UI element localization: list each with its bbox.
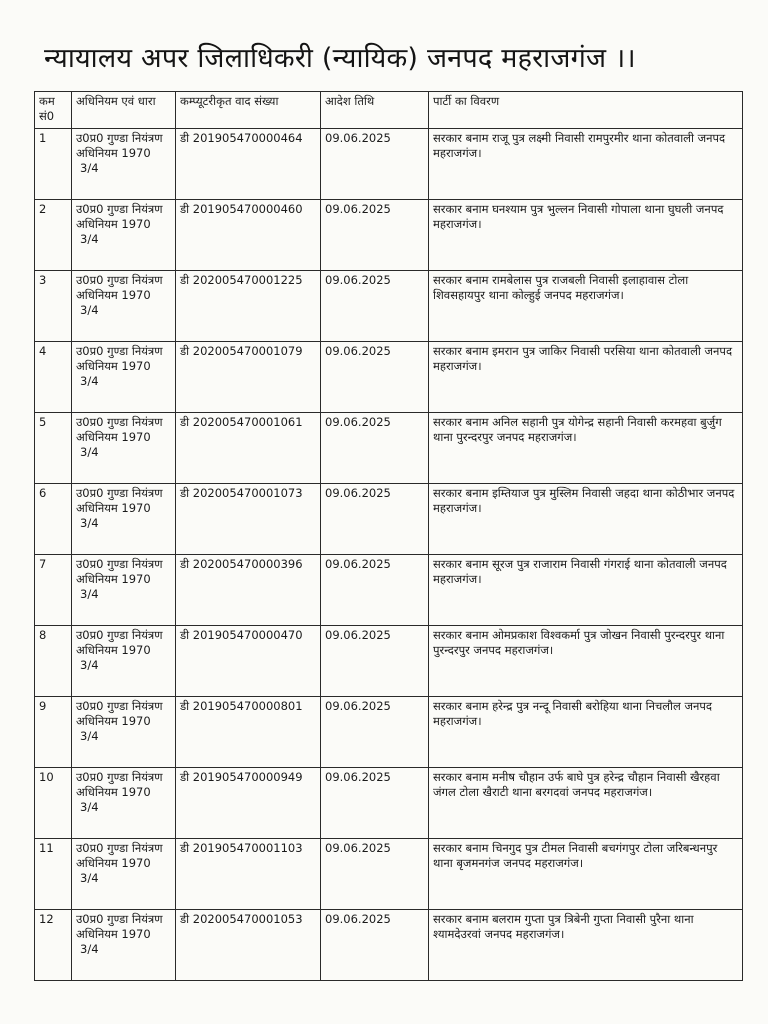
cell-order-date: 09.06.2025 (321, 839, 429, 910)
cell-serial: 5 (35, 413, 72, 484)
cell-case-number: डी 201905470001103 (176, 839, 321, 910)
act-section: 3/4 (80, 871, 99, 885)
cell-order-date: 09.06.2025 (321, 271, 429, 342)
act-name: उ0प्र0 गुण्डा नियंत्रण अधिनियम 1970 (76, 486, 163, 515)
cell-case-number: डी 202005470001073 (176, 484, 321, 555)
cell-act (72, 413, 176, 484)
act-name: उ0प्र0 गुण्डा नियंत्रण अधिनियम 1970 (76, 699, 163, 728)
cell-act (72, 484, 176, 555)
cell-serial: 12 (35, 910, 72, 981)
header-case-number: कम्प्यूटरीकृत वाद संख्या (176, 92, 321, 129)
table-header-row (35, 92, 743, 129)
cell-serial: 3 (35, 271, 72, 342)
cell-act (72, 271, 176, 342)
act-section: 3/4 (80, 161, 99, 175)
table-row (35, 271, 743, 342)
table-row (35, 555, 743, 626)
page-title: न्यायालय अपर जिलाधिकरी (न्यायिक) जनपद महराजगंज ।। (44, 43, 636, 74)
table-row (35, 910, 743, 981)
act-name: उ0प्र0 गुण्डा नियंत्रण अधिनियम 1970 (76, 557, 163, 586)
header-order-date: आदेश तिथि (321, 92, 429, 129)
cell-case-number: डी 202005470001079 (176, 342, 321, 413)
cell-party-details: सरकार बनाम अनिल सहानी पुत्र योगेन्द्र सहानी निवासी करमहवा बुर्जुग थाना पुरन्दरपुर जनपद महराजगंज। (429, 413, 743, 484)
cell-act (72, 839, 176, 910)
cell-serial: 9 (35, 697, 72, 768)
cell-act (72, 129, 176, 200)
table-row (35, 697, 743, 768)
cell-order-date: 09.06.2025 (321, 342, 429, 413)
cell-order-date: 09.06.2025 (321, 768, 429, 839)
table-row (35, 768, 743, 839)
table-body (35, 129, 743, 981)
act-name: उ0प्र0 गुण्डा नियंत्रण अधिनियम 1970 (76, 273, 163, 302)
table-row (35, 342, 743, 413)
act-section: 3/4 (80, 800, 99, 814)
cell-serial: 11 (35, 839, 72, 910)
case-table (34, 91, 743, 981)
act-section: 3/4 (80, 658, 99, 672)
cell-party-details: सरकार बनाम चिनगुद पुत्र टीमल निवासी बचगंगपुर टोला जरिबन्धनपुर थाना बृजमनगंज जनपद महराजगंज। (429, 839, 743, 910)
act-section: 3/4 (80, 374, 99, 388)
cell-order-date: 09.06.2025 (321, 910, 429, 981)
act-section: 3/4 (80, 729, 99, 743)
cell-case-number: डी 201905470000460 (176, 200, 321, 271)
cell-party-details: सरकार बनाम सूरज पुत्र राजाराम निवासी गंगराई थाना कोतवाली जनपद महराजगंज। (429, 555, 743, 626)
cell-act (72, 555, 176, 626)
act-section: 3/4 (80, 942, 99, 956)
act-name: उ0प्र0 गुण्डा नियंत्रण अधिनियम 1970 (76, 344, 163, 373)
cell-act (72, 910, 176, 981)
cell-serial: 1 (35, 129, 72, 200)
cell-case-number: डी 201905470000464 (176, 129, 321, 200)
cell-order-date: 09.06.2025 (321, 413, 429, 484)
cell-order-date: 09.06.2025 (321, 697, 429, 768)
cell-party-details: सरकार बनाम हरेन्द्र पुत्र नन्दू निवासी बरोहिया थाना निचलौल जनपद महराजगंज। (429, 697, 743, 768)
cell-case-number: डी 201905470000470 (176, 626, 321, 697)
act-name: उ0प्र0 गुण्डा नियंत्रण अधिनियम 1970 (76, 415, 163, 444)
header-act: अधिनियम एवं धारा (72, 92, 176, 129)
cell-case-number: डी 202005470000396 (176, 555, 321, 626)
act-section: 3/4 (80, 516, 99, 530)
act-name: उ0प्र0 गुण्डा नियंत्रण अधिनियम 1970 (76, 628, 163, 657)
cell-case-number: डी 202005470001061 (176, 413, 321, 484)
cell-act (72, 626, 176, 697)
table-row (35, 413, 743, 484)
cell-act (72, 768, 176, 839)
cell-case-number: डी 201905470000949 (176, 768, 321, 839)
act-name: उ0प्र0 गुण्डा नियंत्रण अधिनियम 1970 (76, 131, 163, 160)
cell-party-details: सरकार बनाम बलराम गुप्ता पुत्र त्रिबेनी गुप्ता निवासी पुरैना थाना श्यामदेउरवां जनपद महराजगंज। (429, 910, 743, 981)
act-section: 3/4 (80, 232, 99, 246)
cell-serial: 4 (35, 342, 72, 413)
cell-order-date: 09.06.2025 (321, 484, 429, 555)
cell-party-details: सरकार बनाम घनश्याम पुत्र भुल्लन निवासी गोपाला थाना घुघली जनपद महराजगंज। (429, 200, 743, 271)
cell-serial: 7 (35, 555, 72, 626)
cell-party-details: सरकार बनाम इम्तियाज पुत्र मुस्लिम निवासी जहदा थाना कोठीभार जनपद महराजगंज। (429, 484, 743, 555)
cell-serial: 8 (35, 626, 72, 697)
cell-order-date: 09.06.2025 (321, 555, 429, 626)
cell-case-number: डी 202005470001053 (176, 910, 321, 981)
act-name: उ0प्र0 गुण्डा नियंत्रण अधिनियम 1970 (76, 770, 163, 799)
act-name: उ0प्र0 गुण्डा नियंत्रण अधिनियम 1970 (76, 202, 163, 231)
table-row (35, 129, 743, 200)
act-section: 3/4 (80, 587, 99, 601)
cell-party-details: सरकार बनाम मनीष चौहान उर्फ बाघे पुत्र हरेन्द्र चौहान निवासी खैरहवा जंगल टोला खैराटी थाना बरगदवां जनपद महराजगंज। (429, 768, 743, 839)
cell-order-date: 09.06.2025 (321, 200, 429, 271)
table-row (35, 839, 743, 910)
cell-party-details: सरकार बनाम इमरान पुत्र जाकिर निवासी परसिया थाना कोतवाली जनपद महराजगंज। (429, 342, 743, 413)
act-section: 3/4 (80, 445, 99, 459)
cell-case-number: डी 201905470000801 (176, 697, 321, 768)
cell-party-details: सरकार बनाम ओमप्रकाश विश्वकर्मा पुत्र जोखन निवासी पुरन्दरपुर थाना पुरन्दरपुर जनपद महराजगंज। (429, 626, 743, 697)
table-row (35, 484, 743, 555)
cell-serial: 6 (35, 484, 72, 555)
cell-serial: 10 (35, 768, 72, 839)
cell-party-details: सरकार बनाम राजू पुत्र लक्ष्मी निवासी रामपुरमीर थाना कोतवाली जनपद महराजगंज। (429, 129, 743, 200)
table-row (35, 200, 743, 271)
cell-order-date: 09.06.2025 (321, 626, 429, 697)
cell-act (72, 342, 176, 413)
header-party-details: पार्टी का विवरण (429, 92, 743, 129)
act-section: 3/4 (80, 303, 99, 317)
act-name: उ0प्र0 गुण्डा नियंत्रण अधिनियम 1970 (76, 912, 163, 941)
cell-act (72, 200, 176, 271)
cell-order-date: 09.06.2025 (321, 129, 429, 200)
cell-act (72, 697, 176, 768)
cell-case-number: डी 202005470001225 (176, 271, 321, 342)
cell-party-details: सरकार बनाम रामबेलास पुत्र राजबली निवासी इलाहावास टोला शिवसहायपुर थाना कोल्हुई जनपद महराजगंज। (429, 271, 743, 342)
table-row (35, 626, 743, 697)
header-serial: कम सं0 (35, 92, 72, 129)
cell-serial: 2 (35, 200, 72, 271)
act-name: उ0प्र0 गुण्डा नियंत्रण अधिनियम 1970 (76, 841, 163, 870)
